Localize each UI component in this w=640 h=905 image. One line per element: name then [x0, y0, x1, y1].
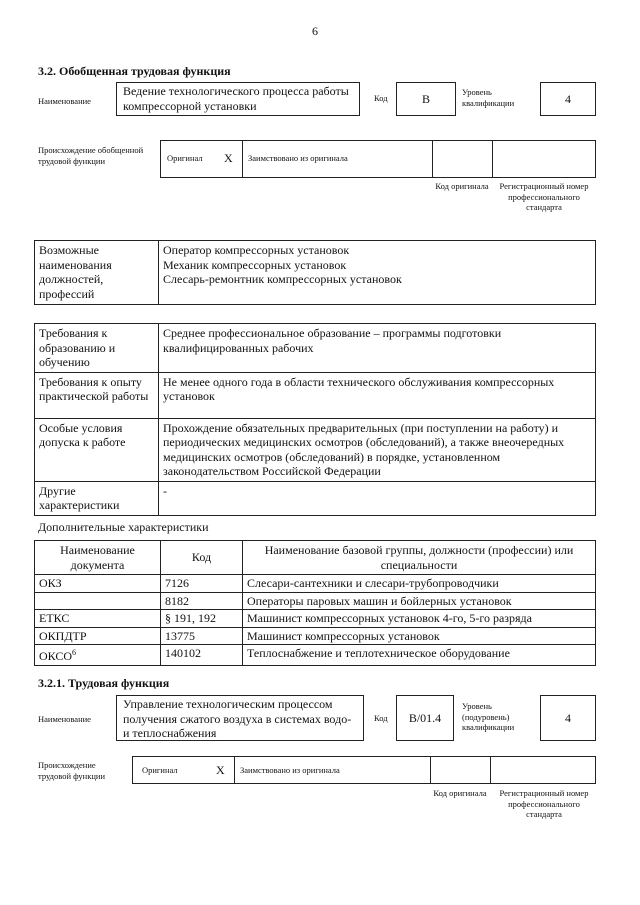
job-titles-label: Возможные наименования должностей, профессий: [35, 241, 159, 305]
row-doc: ОКПДТР: [35, 627, 161, 645]
labor-function-name: Управление технологическим процессом получения сжатого воздуха в системах водо- и теплоснабжения: [123, 697, 352, 740]
level-box: [540, 695, 596, 741]
table-row: [35, 645, 596, 666]
experience-label: Требования к опыту практической работы: [35, 372, 159, 418]
level-box: [540, 82, 596, 116]
table-row: [35, 627, 596, 645]
experience-value: Не менее одного года в области технического обслуживания компрессорных установок: [159, 372, 596, 418]
row-code: 7126: [161, 575, 243, 593]
additional-table: [34, 540, 596, 666]
job-titles-table: [34, 240, 596, 305]
original-mark: X: [216, 763, 225, 777]
subsection-heading: 3.2.1. Трудовая функция: [38, 676, 170, 690]
table-row: [35, 592, 596, 610]
labor-function-name-box: [116, 695, 364, 741]
borrowed-label: Заимствовано из оригинала: [240, 765, 340, 775]
other-value: -: [159, 481, 596, 515]
reg-number-caption: Регистрационный номер профессионального стандарта: [499, 788, 589, 819]
row-code: 8182: [161, 592, 243, 610]
level-value: 4: [565, 711, 571, 725]
code-label: Код: [374, 713, 388, 723]
code-box: [396, 82, 456, 116]
origin-label: Происхождение трудовой функции: [38, 760, 105, 781]
other-label: Другие характеристики: [35, 481, 159, 515]
footnote-mark: 6: [72, 648, 77, 657]
row-name: Теплоснабжение и теплотехническое оборудование: [243, 645, 596, 666]
education-value: Среднее профессиональное образование – программы подготовки квалифицированных рабочих: [159, 324, 596, 373]
reg-number-caption: Регистрационный номер профессионального стандарта: [499, 181, 589, 212]
original-label: Оригинал: [142, 765, 178, 775]
level-label: Уровень (подуровень) квалификации: [462, 701, 515, 732]
row-code: 140102: [161, 645, 243, 666]
admission-value: Прохождение обязательных предварительных (при поступлении на работу) и периодических медицинских осмотров (обследований), а также внеочередных медицинских осмотров (обследований) в порядке, установленном законодательством Российской Федерации: [159, 418, 596, 481]
section-heading: 3.2. Обобщенная трудовая функция: [38, 64, 231, 78]
function-name-box: [116, 82, 360, 116]
job-title: Оператор компрессорных установок: [163, 243, 350, 257]
additional-heading: Дополнительные характеристики: [38, 520, 209, 534]
header-doc: Наименование документа: [35, 541, 161, 575]
row-doc: ОКЗ: [35, 575, 161, 593]
level-value: 4: [565, 92, 571, 106]
row-doc-text: ОКСО: [39, 649, 73, 663]
row-code: 13775: [161, 627, 243, 645]
header-name: Наименование базовой группы, должности (профессии) или специальности: [243, 541, 596, 575]
row-code: § 191, 192: [161, 610, 243, 628]
requirements-table: [34, 323, 596, 516]
table-row: [35, 610, 596, 628]
name-label: Наименование: [38, 96, 91, 106]
page-number: 6: [312, 24, 318, 38]
admission-label: Особые условия допуска к работе: [35, 418, 159, 481]
code-box: [396, 695, 454, 741]
origin-label: Происхождение обобщенной трудовой функции: [38, 145, 144, 166]
row-doc: [35, 592, 161, 610]
education-label: Требования к образованию и обучению: [35, 324, 159, 373]
job-title: Механик компрессорных установок: [163, 257, 347, 272]
level-label: Уровень квалификации: [462, 87, 515, 108]
original-mark: X: [224, 151, 233, 165]
original-label: Оригинал: [167, 153, 203, 163]
code-original-caption: Код оригинала: [435, 181, 489, 191]
name-label: Наименование: [38, 714, 91, 724]
job-titles-values: [159, 241, 596, 305]
table-row: [35, 575, 596, 593]
code-value: B/01.4: [408, 711, 442, 725]
code-value: B: [421, 92, 430, 106]
row-name: Машинист компрессорных установок 4-го, 5-го разряда: [243, 610, 596, 628]
code-original-caption: Код оригинала: [433, 788, 487, 798]
row-doc: ЕТКС: [35, 610, 161, 628]
row-name: Слесари-сантехники и слесари-трубопроводчики: [243, 575, 596, 593]
origin-box: [132, 756, 596, 784]
borrowed-label: Заимствовано из оригинала: [248, 153, 348, 163]
row-name: Машинист компрессорных установок: [243, 627, 596, 645]
row-name: Операторы паровых машин и бойлерных установок: [243, 592, 596, 610]
job-title: Слесарь-ремонтник компрессорных установок: [163, 272, 402, 286]
function-name: Ведение технологического процесса работы компрессорной установки: [123, 84, 349, 113]
code-label: Код: [374, 93, 388, 103]
header-code: Код: [161, 541, 243, 575]
row-doc: [35, 645, 161, 666]
